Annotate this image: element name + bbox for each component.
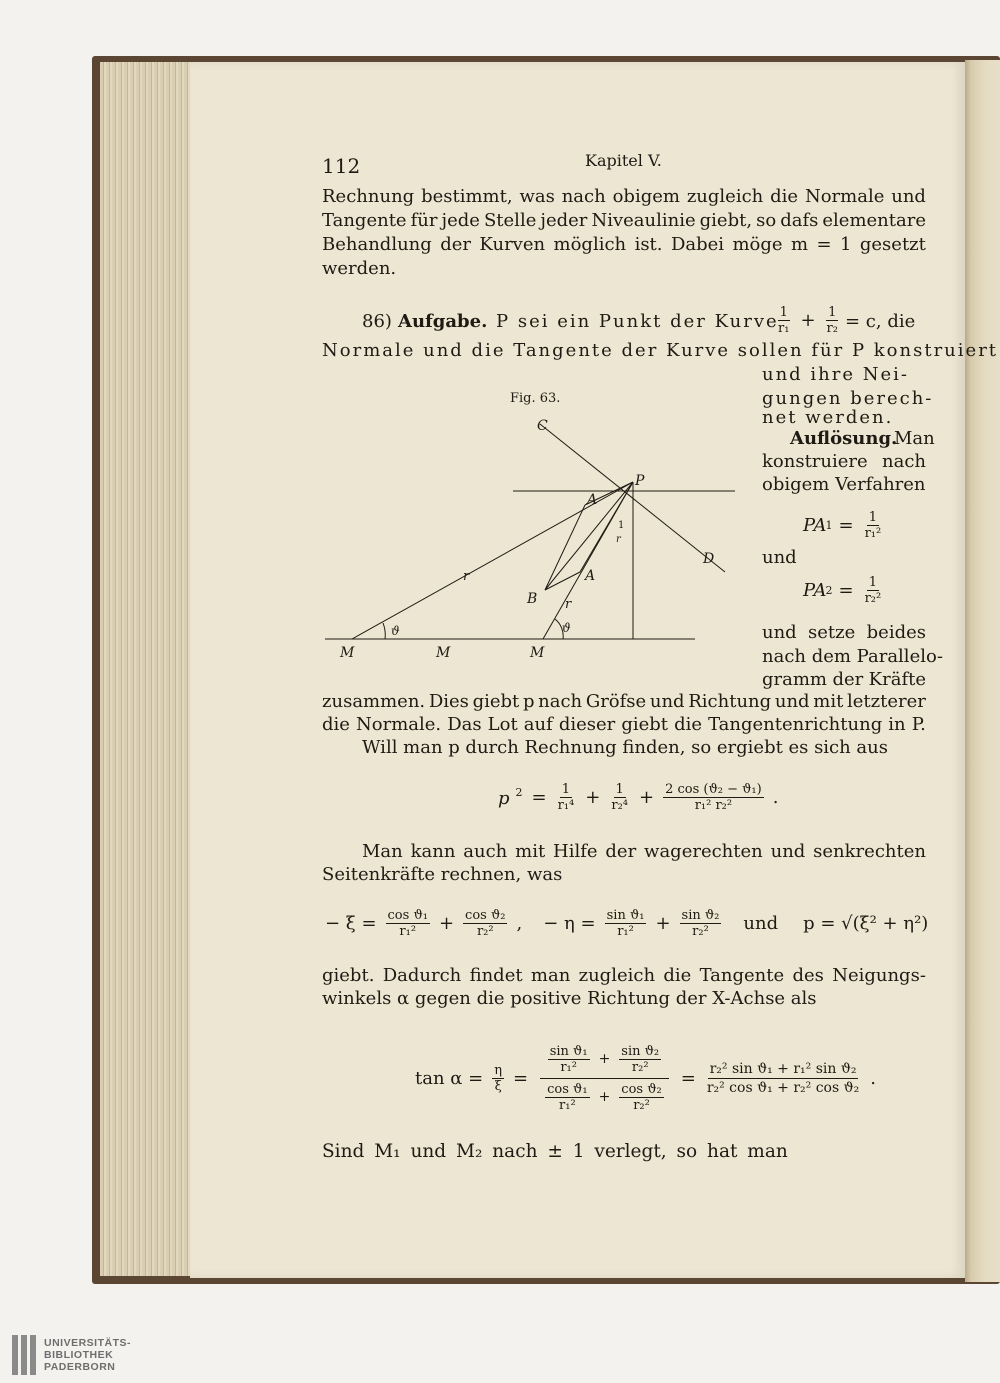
formula-p-squared: p $^2$ = $\frac{1}{\text{r₁⁴}}$ + $\frac{1}{\text{r₂⁴}}$ + $\frac{\text{2 cos (ϑ₂ − ϑ₁)}}{\text{r₁² r₂²}}$ . bbox=[498, 781, 779, 813]
text-line: die Normale. Das Lot auf dieser giebt die Tangentenrichtung in P. bbox=[322, 714, 926, 735]
label-r1: r bbox=[463, 569, 470, 584]
page-edges bbox=[100, 62, 192, 1276]
label-M: M bbox=[436, 645, 451, 661]
label-frac-num: 1 bbox=[618, 520, 625, 531]
pa2-equation: PA 2 = $\frac{1}{\text{r₂²}}$ bbox=[803, 574, 882, 606]
text-line: zusammen. Dies giebt p nach Gröfse und Richtung und mit letzterer bbox=[322, 691, 926, 712]
task-equation: $\frac{1}{\text{r₁}}$ + $\frac{1}{\text{r₂}}$ bbox=[778, 304, 838, 336]
text-line: Man kann auch mit Hilfe der wagerechten und senkrechten bbox=[362, 841, 926, 862]
solution-after-line: und setze beides bbox=[762, 622, 926, 643]
solution-label: Auflösung. bbox=[790, 428, 898, 449]
task-side-line: net werden. bbox=[762, 407, 894, 428]
parallelogram-side bbox=[545, 572, 580, 590]
formula2-und: und bbox=[743, 912, 779, 934]
solution-und: und bbox=[762, 547, 797, 568]
label-theta2: ϑ bbox=[562, 621, 571, 635]
facing-page-edge bbox=[965, 60, 1000, 1282]
label-A1: A bbox=[587, 492, 598, 508]
formula2-xi: − ξ = bbox=[325, 912, 377, 934]
formula-tan-alpha: tan α = $\frac{\eta}{\xi}$ = $\frac{\text{sin ϑ₁}}{\text{r₁²}}$ + $\frac{\text{sin ϑ₂}}{\text{r₂²}}$ $\frac{\text{cos ϑ₁}}{\text{r₁²}}$ + $\frac{\text{cos ϑ₂}}{\text{r₂²}}$ = $\frac{\text{r₂² sin ϑ₁ + r₁² sin ϑ₂}}{\text{r₂² cos ϑ₁ + r₂² cos ϑ₂}}$ . bbox=[415, 1043, 876, 1113]
solution-after-line: nach dem Parallelo- bbox=[762, 646, 943, 667]
label-D: D bbox=[703, 551, 715, 567]
text-line: Behandlung der Kurven möglich ist. Dabei möge m = 1 gesetzt bbox=[322, 234, 926, 255]
task-number: 86) bbox=[362, 311, 392, 332]
library-logo-text: UNIVERSITÄTS- BIBLIOTHEK PADERBORN bbox=[44, 1337, 132, 1373]
formula2-p: p = √(ξ² + η²) bbox=[803, 912, 929, 934]
text-line: Rechnung bestimmt, was nach obigem zugleich die Normale und bbox=[322, 186, 926, 207]
formula3-lhs: tan α = bbox=[415, 1067, 484, 1089]
pa2-label: PA bbox=[803, 579, 827, 601]
task-side-line: gungen berech- bbox=[762, 388, 934, 409]
page-number: 112 bbox=[322, 154, 361, 178]
solution-line: konstruiere nach bbox=[762, 451, 926, 472]
text-line: werden. bbox=[322, 258, 397, 279]
library-logo-icon bbox=[12, 1335, 36, 1375]
chapter-title: Kapitel V. bbox=[585, 151, 662, 170]
formula1-cos-term: 2 cos (ϑ₂ − ϑ₁) bbox=[665, 781, 762, 797]
task-label: Aufgabe. bbox=[398, 311, 488, 332]
task-line-2: Normale und die Tangente der Kurve sollen für P konstruiert bbox=[322, 340, 999, 361]
pa1-equation: PA 1 = $\frac{1}{\text{r₁²}}$ bbox=[803, 509, 882, 541]
figure-caption: Fig. 63. bbox=[510, 391, 561, 406]
library-logo bbox=[12, 1333, 212, 1377]
label-M1: M bbox=[340, 645, 355, 661]
label-A2: A bbox=[585, 568, 596, 584]
text-line: Tangente für jede Stelle jeder Niveaulinie giebt, so dafs elementare bbox=[322, 210, 926, 231]
formula1-lhs: p bbox=[498, 787, 510, 809]
label-theta1: ϑ bbox=[391, 624, 400, 638]
solution-after-line: gramm der Kräfte bbox=[762, 669, 926, 690]
theta1-arc bbox=[383, 623, 385, 639]
text-line: Will man p durch Rechnung finden, so ergiebt es sich aus bbox=[362, 737, 888, 758]
geometry-figure bbox=[315, 410, 755, 665]
label-frac-den: r bbox=[616, 534, 621, 545]
text-line: giebt. Dadurch findet man zugleich die Tangente des Neigungs- bbox=[322, 965, 926, 986]
task-side-line: und ihre Nei- bbox=[762, 364, 909, 385]
text-line: Seitenkräfte rechnen, was bbox=[322, 864, 563, 885]
solution-label-tail: Man bbox=[894, 428, 935, 449]
text-line: Sind M₁ und M₂ nach ± 1 verlegt, so hat man bbox=[322, 1141, 788, 1162]
solution-line: obigem Verfahren bbox=[762, 474, 926, 495]
label-r2: r bbox=[565, 597, 572, 612]
text-line: winkels α gegen die positive Richtung der X-Achse als bbox=[322, 988, 817, 1009]
pa1-label: PA bbox=[803, 514, 827, 536]
label-C: C bbox=[537, 418, 548, 434]
task-equation-tail: = c, die bbox=[845, 311, 916, 332]
label-P: P bbox=[635, 473, 645, 489]
formula-components: − ξ = $\frac{\text{cos ϑ₁}}{\text{r₁²}}$ + $\frac{\text{cos ϑ₂}}{\text{r₂²}}$ , − η = $\frac{\text{sin ϑ₁}}{\text{r₁²}}$ + $\frac{\text{sin ϑ₂}}{\text{r₂²}}$ und p = √(ξ² + η²) bbox=[325, 907, 929, 939]
label-B: B bbox=[527, 591, 538, 607]
task-text: P sei ein Punkt der Kurve bbox=[496, 311, 779, 332]
label-M2: M bbox=[530, 645, 545, 661]
formula2-eta: − η = bbox=[543, 912, 596, 934]
